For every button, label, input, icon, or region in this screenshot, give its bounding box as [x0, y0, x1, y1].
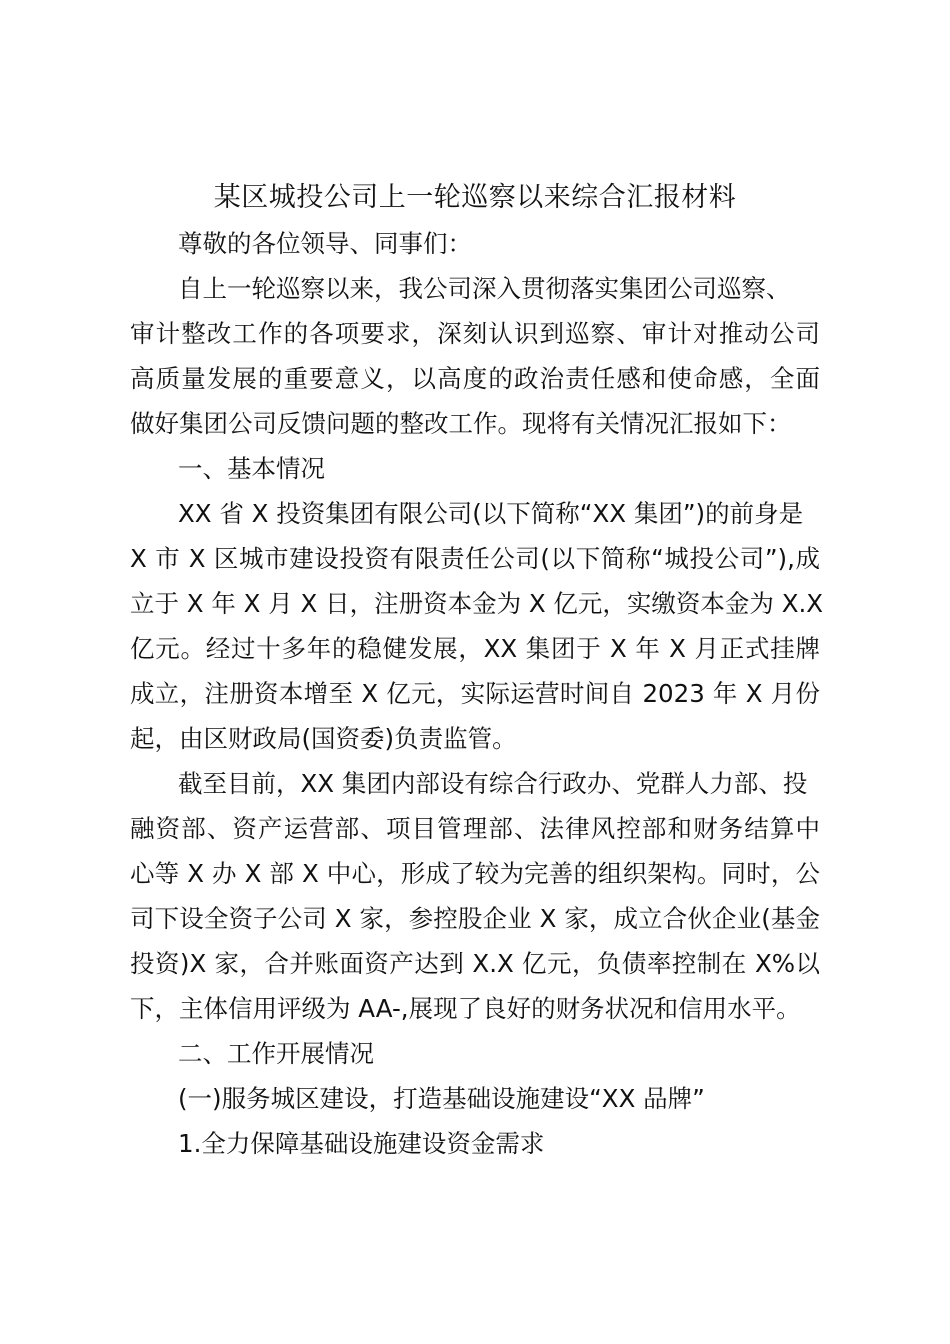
paragraph-line: 亿元。经过十多年的稳健发展，XX 集团于 X 年 X 月正式挂牌: [130, 634, 820, 663]
paragraph-line: 自上一轮巡察以来，我公司深入贯彻落实集团公司巡察、: [178, 274, 791, 303]
subsection-item: 1.全力保障基础设施建设资金需求: [178, 1129, 545, 1158]
paragraph-line: 投资)X 家，合并账面资产达到 X.X 亿元，负债率控制在 X%以: [130, 949, 820, 978]
document-title: 某区城投公司上一轮巡察以来综合汇报材料: [213, 182, 737, 213]
paragraph-line: 成立，注册资本增至 X 亿元，实际运营时间自 2023 年 X 月份: [130, 679, 820, 708]
paragraph-line: 审计整改工作的各项要求，深刻认识到巡察、审计对推动公司: [130, 319, 820, 348]
paragraph-line: 下，主体信用评级为 AA-,展现了良好的财务状况和信用水平。: [130, 994, 801, 1023]
paragraph-line: 心等 X 办 X 部 X 中心，形成了较为完善的组织架构。同时，公: [130, 859, 820, 888]
paragraph-line: 截至目前，XX 集团内部设有综合行政办、党群人力部、投: [178, 769, 808, 798]
paragraph-line: 立于 X 年 X 月 X 日，注册资本金为 X 亿元，实缴资本金为 X.X: [130, 589, 824, 618]
paragraph-line: 高质量发展的重要意义，以高度的政治责任感和使命感，全面: [130, 364, 820, 393]
paragraph-line: 融资部、资产运营部、项目管理部、法律风控部和财务结算中: [130, 814, 820, 843]
paragraph-line: 司下设全资子公司 X 家，参控股企业 X 家，成立合伙企业(基金: [130, 904, 820, 933]
section-heading: 二、工作开展情况: [178, 1039, 374, 1068]
paragraph-line: 起，由区财政局(国资委)负责监管。: [130, 724, 517, 753]
paragraph-line: XX 省 X 投资集团有限公司(以下简称“XX 集团”)的前身是: [178, 499, 804, 528]
paragraph-line: 做好集团公司反馈问题的整改工作。现将有关情况汇报如下：: [130, 409, 792, 438]
salutation: 尊敬的各位领导、同事们：: [178, 229, 472, 258]
paragraph-line: X 市 X 区城市建设投资有限责任公司(以下简称“城投公司”),成: [130, 544, 820, 573]
subsection-heading: (一)服务城区建设，打造基础设施建设“XX 品牌”: [178, 1084, 705, 1113]
section-heading: 一、基本情况: [178, 454, 325, 483]
